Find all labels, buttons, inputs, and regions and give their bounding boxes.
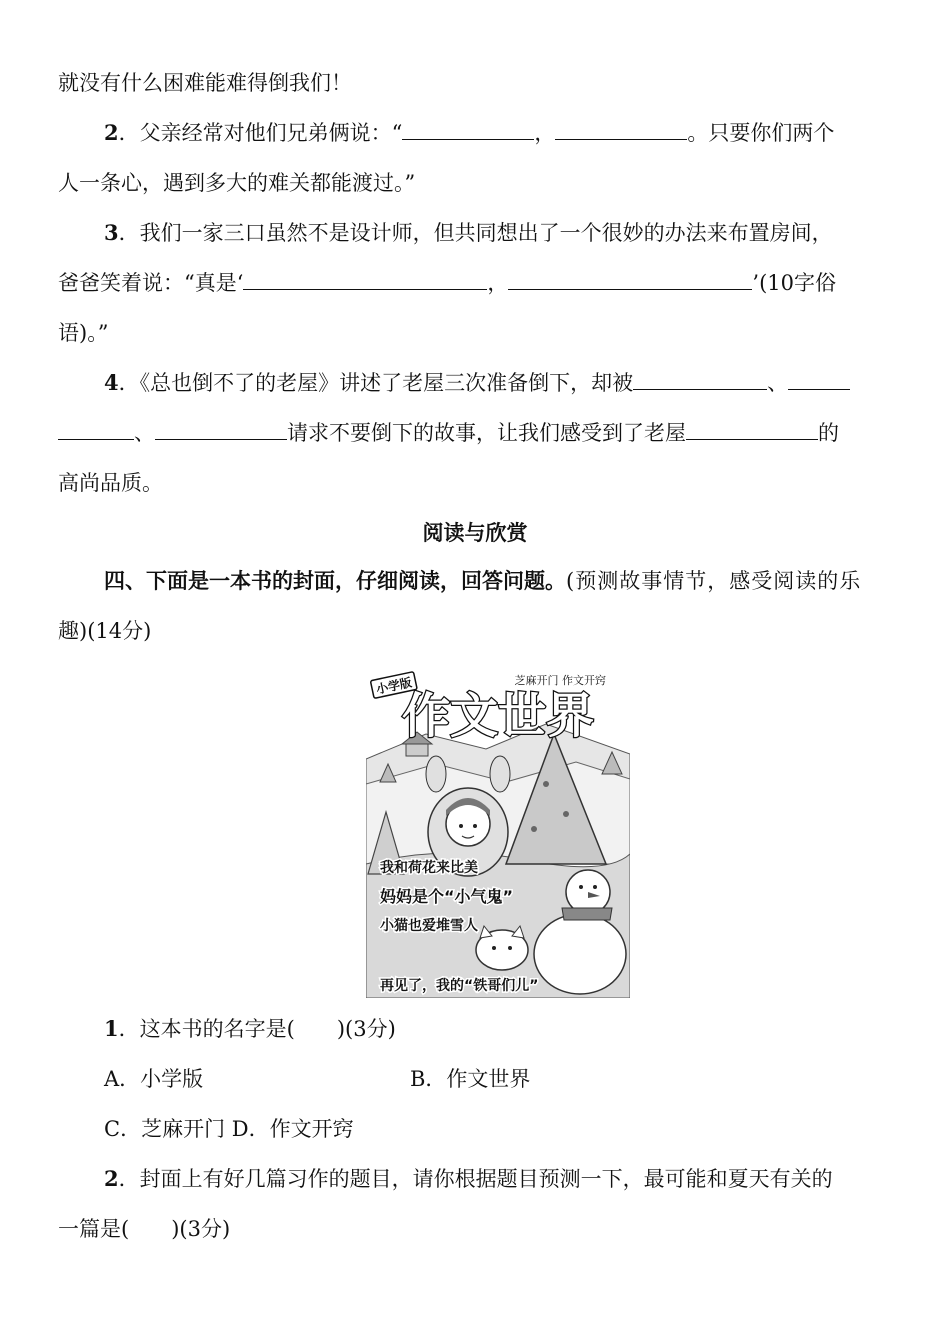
cover-tagline: 芝麻开门 作文开窍 (514, 674, 606, 687)
question-2-line-1: 2．父亲经常对他们兄弟俩说：“ ， 。只要你们两个 (104, 120, 835, 145)
part-4-heading: 四、下面是一本书的封面，仔细阅读，回答问题。(预测故事情节，感受阅读的乐 (104, 568, 862, 593)
answer-blank[interactable] (58, 419, 134, 440)
answer-blank[interactable] (508, 269, 752, 290)
answer-blank[interactable] (555, 119, 687, 140)
cover-title: 作文世界 (401, 688, 595, 744)
part-4-heading-cont: 趣)(14分) (58, 619, 152, 643)
question-4-line-1: 4．《总也倒不了的老屋》讲述了老屋三次准备倒下，却被 、 (104, 368, 850, 398)
reading-question-2-cont: 一篇是( )(3分) (58, 1217, 231, 1241)
section-title: 阅读与欣赏 (422, 520, 528, 545)
text-line: 就没有什么困难能难得倒我们！ (58, 71, 352, 95)
cover-badge: 小学版 (374, 675, 414, 697)
option-c-d[interactable]: C．芝麻开门 D．作文开窍 (104, 1117, 354, 1141)
option-b[interactable]: B．作文世界 (410, 1067, 531, 1091)
cover-story-title: 小猫也爱堆雪人 (380, 918, 478, 934)
book-cover-image (366, 664, 630, 998)
question-3-line-2: 爸爸笑着说：“真是‘ ， ’(10字俗 (58, 271, 837, 295)
reading-question-1: 1．这本书的名字是( )(3分) (104, 1016, 396, 1041)
reading-question-2: 2．封面上有好几篇习作的题目，请你根据题目预测一下，最可能和夏天有关的 (104, 1166, 833, 1191)
option-a[interactable]: A．小学版 (104, 1067, 204, 1091)
answer-blank[interactable] (155, 419, 287, 440)
question-4-line-3: 高尚品质。 (58, 471, 163, 495)
answer-blank[interactable] (633, 369, 767, 390)
cover-story-title: 妈妈是个“小气鬼” (380, 887, 514, 906)
question-4-line-2: 、 请求不要倒下的故事，让我们感受到了老屋 的 (58, 418, 839, 448)
answer-blank[interactable] (686, 419, 818, 440)
question-2-line-2: 人一条心，遇到多大的难关都能渡过。” (58, 171, 416, 195)
answer-blank[interactable] (402, 119, 534, 140)
answer-blank[interactable] (788, 369, 850, 390)
question-3-line-3: 语)。” (58, 321, 109, 345)
answer-blank[interactable] (243, 269, 487, 290)
cover-story-title: 再见了，我的“铁哥们儿” (380, 978, 539, 994)
cover-story-title: 我和荷花来比美 (380, 860, 478, 876)
question-3-line-1: 3．我们一家三口虽然不是设计师，但共同想出了一个很妙的办法来布置房间， (104, 220, 833, 245)
